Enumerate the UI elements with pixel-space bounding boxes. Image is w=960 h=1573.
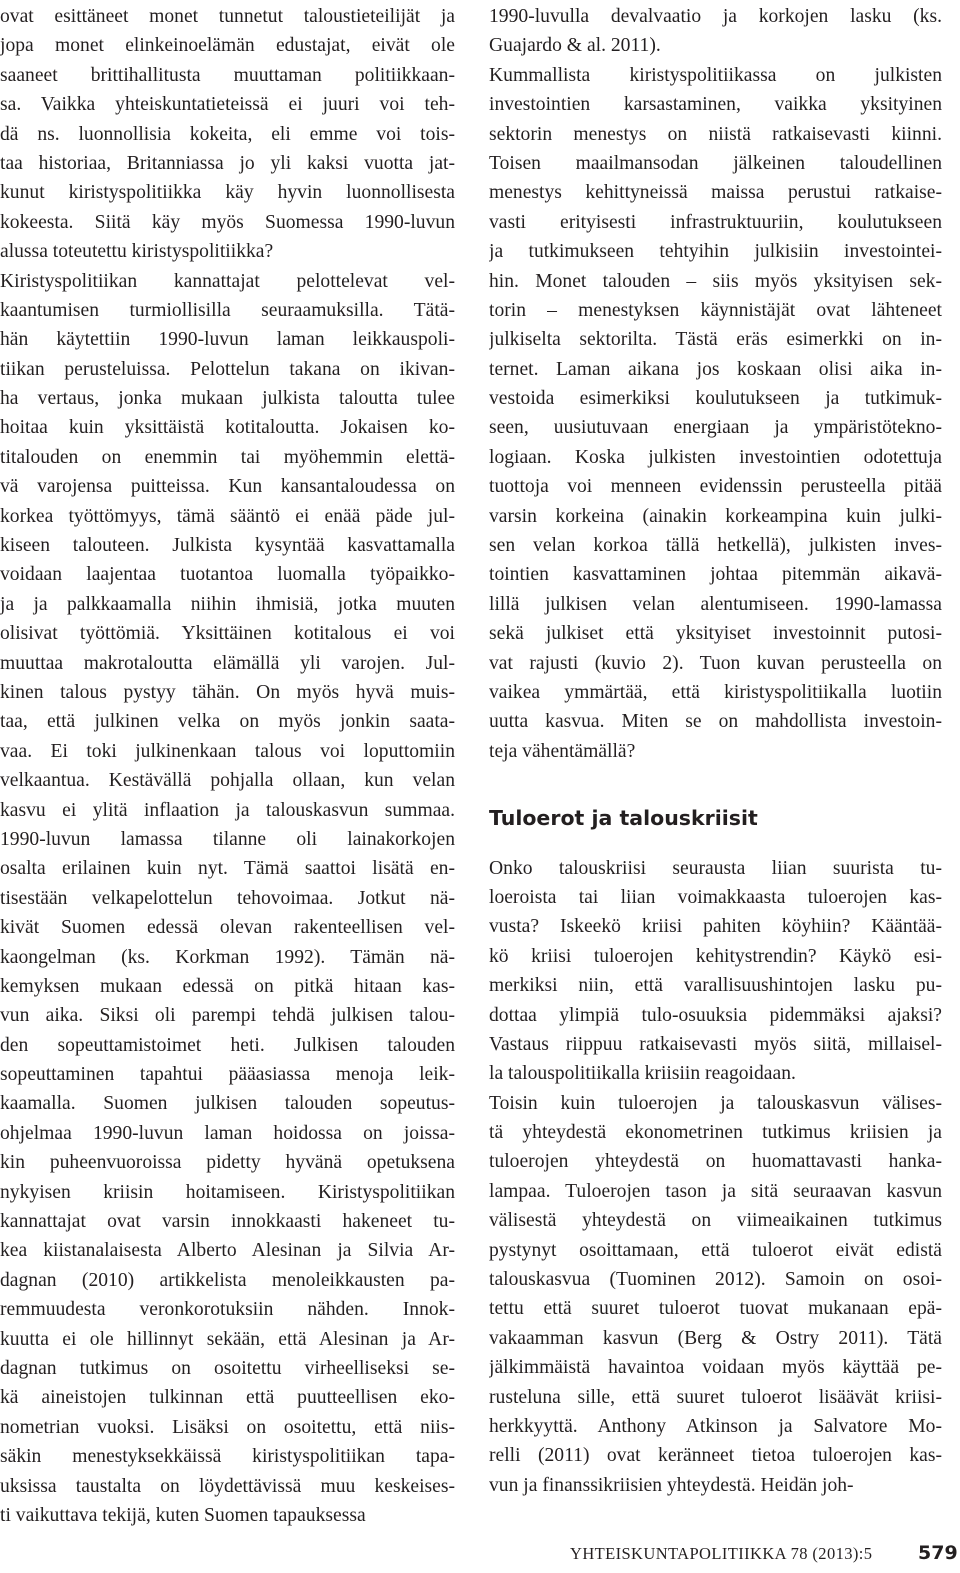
text-line: olisivat työttömiä. Yksittäinen kotitalous ei voi (0, 623, 455, 645)
text-line: uksissa taustalta on löydettävissä muu keskeises- (0, 1475, 455, 1497)
text-line: ja tutkimukseen tehtyihin julkisiin investointei- (489, 241, 942, 263)
text-line: kiseen talouteen. Julkista kysyntää kasvattamalla (0, 535, 455, 557)
text-line: ja ja palkkaamalla niihin ihmisiä, jotka muuten (0, 593, 455, 615)
text-line: lillä julkisen velan alentumiseen. 1990-lamassa (489, 593, 942, 615)
text-line: sa. Vaikka yhteiskuntatieteissä ei juuri voi teh- (0, 94, 455, 116)
text-line: titalouden on enemmin tai myöhemmin elettä- (0, 446, 455, 468)
text-line: talouskasvua (Tuominen 2012). Samoin on osoi- (489, 1269, 942, 1291)
text-line: vä varojensa puitteissa. Kun kansantaloudessa on (0, 476, 455, 498)
text-line: dä ns. luonnollisia kokeita, eli emme voi tois- (0, 123, 455, 145)
text-line: Kiristyspolitiikan kannattajat pelottelevat vel- (0, 270, 455, 292)
text-line: vun aika. Siksi oli parempi tehdä julkisen talou- (0, 1005, 455, 1027)
text-line: tuloerojen yhteydestä on huomattavasti hanka- (489, 1151, 942, 1173)
text-line: vasti erityisesti infrastruktuuriin, koulutukseen (489, 211, 942, 233)
text-line: ovat esittäneet monet tunnetut taloustieteilijät ja (0, 6, 455, 27)
text-line: ohjelmaa 1990-luvun laman hoidossa on joissa- (0, 1122, 455, 1144)
text-line: kuutta ei ole hillinnyt sekään, että Alesinan ja Ar- (0, 1328, 455, 1350)
right-column (489, 2, 942, 1500)
text-line: relli (2011) ovat keränneet tietoa tuloerojen kas- (489, 1445, 942, 1467)
text-line: korkea työttömyys, tämä sääntö ei enää päde jul- (0, 505, 455, 527)
text-line: hin. Monet talouden – siis myös yksityisen sek- (489, 270, 942, 292)
text-line: vaikea ymmärtää, että kiristyspolitiikalla luotiin (489, 681, 942, 703)
text-line: kemyksen mukaan edessä on pitkä hitaan kas- (0, 975, 455, 997)
text-line: jopa monet elinkeinoelämän edustajat, eivät ole (0, 35, 455, 57)
text-line: julkiselta sektorilta. Tästä eräs esimerkki on in- (489, 329, 942, 351)
text-line: teja vähentämällä? (489, 740, 636, 762)
text-line: tuottoja voi menneen evidenssin perusteella pitää (489, 476, 942, 498)
text-line: seen, uusiutuvaan energiaan ja ympäristötekno- (489, 417, 942, 439)
text-line: rusteluna sille, että suuret tuloerot lisäävät kriisi- (489, 1386, 942, 1408)
text-line: Kummallista kiristyspolitiikassa on julkisten (489, 64, 942, 86)
text-line: nykyisen kriisin hoitamiseen. Kiristyspolitiikan (0, 1181, 455, 1203)
text-line: sen velan korkoa tällä hetkellä), julkisten inves- (489, 535, 942, 557)
text-line: ti vaikuttava tekijä, kuten Suomen tapauksessa (0, 1504, 366, 1526)
text-line: investointien karsastaminen, vaikka yksityinen (489, 94, 942, 116)
text-line: kä aineistojen tulkinnan että puutteellisen eko- (0, 1387, 455, 1409)
right-column-top-text (489, 2, 942, 766)
text-line: kokeesta. Siitä käy myös Suomessa 1990-luvun (0, 211, 455, 233)
text-line: muuttaa makrotaloutta elämällä yli varojen. Jul- (0, 652, 455, 674)
text-line: logiaan. Koska julkisten investointien odotettuja (489, 446, 942, 468)
section-heading: Tuloerot ja talouskriisit (489, 805, 758, 830)
text-line: menestys kehittyneissä maissa perustui ratkaise- (489, 182, 942, 204)
text-line: ha vertaus, jonka mukaan julkista taloutta tulee (0, 388, 455, 410)
text-line: Guajardo & al. 2011). (489, 35, 661, 57)
text-line: kasvu ei ylitä inflaation ja talouskasvun summaa. (0, 799, 455, 821)
text-line: osalta erilainen kuin nyt. Tämä saattoi lisätä en- (0, 858, 455, 880)
text-line: taa, että julkinen velka on myös jonkin saata- (0, 711, 455, 733)
text-line: kaamalla. Suomen julkisen talouden sopeutus- (0, 1093, 455, 1115)
text-line: vestoida esimerkiksi koulutukseen ja tutkimuk- (489, 388, 942, 410)
text-line: voidaan laajentaa tuotantoa luomalla työpaikko- (0, 564, 455, 586)
text-line: velkaantua. Kestävällä pohjalla ollaan, kun velan (0, 770, 455, 792)
text-line: jälkimmäistä havaintoa voidaan myös käyttää pe- (489, 1357, 942, 1379)
text-line: välisestä yhteydestä on viimeaikainen tutkimus (489, 1210, 942, 1232)
text-line: ternet. Laman aikana jos koskaan olisi aika in- (489, 358, 942, 380)
text-line: vun ja finanssikriisien yhteydestä. Heidän joh- (489, 1474, 854, 1496)
text-line: kinen talous pystyy tähän. On myös hyvä muis- (0, 681, 455, 703)
text-line: remmuudesta veronkorotuksiin nähden. Innok- (0, 1299, 455, 1321)
text-line: Vastaus riippuu ratkaisevasti myös siitä, millaisel- (489, 1033, 942, 1055)
text-line: tä yhteydestä ekonometrinen tutkimus kriisien ja (489, 1122, 942, 1144)
text-line: Toisen maailmansodan jälkeinen taloudellinen (489, 152, 942, 174)
text-line: alussa toteutettu kiristyspolitiikka? (0, 241, 274, 263)
text-line: tisestään velkapelottelun tehovoimaa. Jotkut nä- (0, 887, 455, 909)
text-line: hän käytettiin 1990-luvun laman leikkauspoli- (0, 329, 455, 351)
text-line: Toisin kuin tuloerojen ja talouskasvun välises- (489, 1092, 942, 1114)
text-line: den sopeuttamistoimet heti. Julkisen talouden (0, 1034, 455, 1056)
text-line: dottaa ylimpiä tulo-osuuksia pidemmäksi ajaksi? (489, 1004, 942, 1026)
text-line: kea kiistanalaisesta Alberto Alesinan ja Silvia Ar- (0, 1240, 455, 1262)
text-line: vusta? Iskeekö kriisi pahiten köyhiin? Kääntää- (489, 916, 942, 938)
text-line: kivät Suomen edessä olevan rakenteellisen vel- (0, 917, 455, 939)
text-line: merkiksi niin, että varallisuushintojen lasku pu- (489, 975, 942, 997)
text-line: varsin korkeina (ainakin korkeampina kuin julki- (489, 505, 942, 527)
text-line: torin – menestyksen käynnistäjät ovat lähteneet (489, 299, 942, 321)
text-line: vat rajusti (kuvio 2). Tuon kuvan perusteella on (489, 652, 942, 674)
text-line: säkin menestyksekkäissä kiristyspolitiikan tapa- (0, 1446, 455, 1468)
text-line: kaantumisen turmiollisilla seuraamuksilla. Tätä- (0, 299, 455, 321)
section-gap (489, 766, 942, 795)
left-column (0, 2, 455, 1530)
page-number: 579 (918, 1542, 958, 1564)
text-line: tiikan perusteluissa. Pelottelun takana on ikivan- (0, 358, 455, 380)
text-line: kaongelman (ks. Korkman 1992). Tämän nä- (0, 946, 455, 968)
text-line: sopeuttaminen tapahtui pääasiassa menoja leik- (0, 1064, 455, 1086)
text-line: Onko talouskriisi seurausta liian suurista tu- (489, 857, 942, 879)
text-line: vaa. Ei toki julkinenkaan talous voi loputtomiin (0, 740, 455, 762)
text-line: tettu että suuret tuloerot tuovat mukanaan epä- (489, 1298, 942, 1320)
text-line: 1990-luvulla devalvaatio ja korkojen lasku (ks. (489, 6, 942, 27)
text-line: dagnan (2010) artikkelista menoleikkausten pa- (0, 1269, 455, 1291)
text-line: sektorin menestys on niistä ratkaisevasti kiinni. (489, 123, 942, 145)
text-line: kannattajat ovat varsin innokkaasti hakeneet tu- (0, 1211, 455, 1233)
text-line: loeroista tai liian voimakkaasta tuloerojen kas- (489, 886, 942, 908)
text-line: kö kriisi tuloerojen kehitystrendin? Käykö esi- (489, 945, 942, 967)
text-line: saaneet brittihallitusta muuttaman politiikkaan- (0, 64, 455, 86)
text-line: hoitaa kuin yksittäistä kotitaloutta. Jokaisen ko- (0, 417, 455, 439)
text-line: taa historiaa, Britanniassa jo yli kaksi vuotta jat- (0, 152, 455, 174)
text-line: kunut kiristyspolitiikka käy hyvin luonnollisesta (0, 182, 455, 204)
text-line: dagnan tutkimus on osoitettu virheelliseksi se- (0, 1357, 455, 1379)
text-line: nometrian vuoksi. Lisäksi on osoitettu, että niis- (0, 1416, 455, 1438)
text-line: uutta kasvua. Miten se on mahdollista investoin- (489, 711, 942, 733)
text-line: herkkyyttä. Anthony Atkinson ja Salvatore Mo- (489, 1415, 942, 1437)
journal-footer: YHTEISKUNTAPOLITIIKKA 78 (2013):5 (570, 1544, 873, 1563)
text-line: tointien kasvattaminen johtaa pitemmän aikavä- (489, 564, 942, 586)
text-line: pystynyt osoittamaan, että tuloerot eivät edistä (489, 1239, 942, 1261)
text-line: vakaamman kasvun (Berg & Ostry 2011). Tätä (489, 1327, 942, 1349)
text-line: la talouspolitiikalla kriisiin reagoidaan. (489, 1063, 796, 1085)
text-line: kin puheenvuoroissa pidetty hyvänä opetuksena (0, 1152, 455, 1174)
text-line: sekä julkiset että yksityiset investoinnit putosi- (489, 623, 942, 645)
text-line: 1990-luvun lamassa tilanne oli lainakorkojen (0, 828, 455, 850)
right-column-bottom-text (489, 854, 942, 1501)
text-line: lampaa. Tuloerojen tason ja sitä seuraavan kasvun (489, 1180, 942, 1202)
